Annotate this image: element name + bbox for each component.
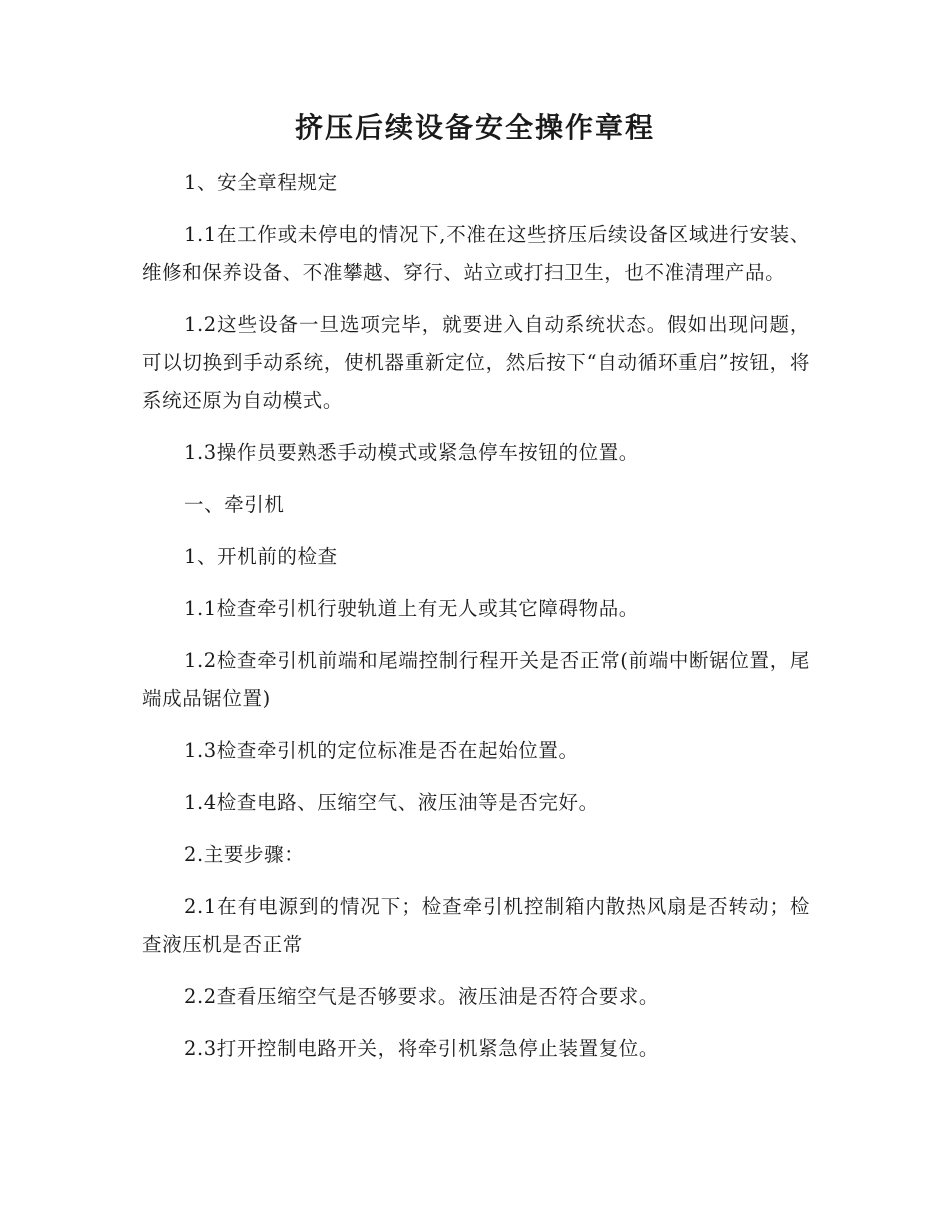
section-heading: 2.主要步骤：	[184, 843, 305, 866]
paragraph: 1.1在工作或未停电的情况下,不准在这些挤压后续设备区域进行安装、维修和保养设备、不准攀越、穿行、站立或打扫卫生，也不准清理产品。	[142, 223, 810, 284]
paragraph: 1.1检查牵引机行驶轨道上有无人或其它障碍物品。	[184, 597, 639, 620]
paragraph: 1.3检查牵引机的定位标准是否在起始位置。	[184, 739, 579, 762]
document-body	[142, 164, 810, 1082]
paragraph: 1.2检查牵引机前端和尾端控制行程开关是否正常(前端中断锯位置，尾端成品锯位置)	[142, 649, 810, 710]
paragraph: 2.3打开控制电路开关，将牵引机紧急停止装置复位。	[184, 1037, 660, 1060]
paragraph: 2.2查看压缩空气是否够要求。液压油是否符合要求。	[184, 985, 660, 1008]
paragraph: 2.1在有电源到的情况下；检查牵引机控制箱内散热风扇是否转动；检查液压机是否正常	[142, 895, 810, 956]
section-heading: 1、开机前的检查	[184, 545, 338, 568]
section-heading: 一、牵引机	[184, 493, 285, 516]
paragraph: 1.3操作员要熟悉手动模式或紧急停车按钮的位置。	[184, 441, 639, 464]
paragraph: 1.2这些设备一旦选项完毕，就要进入自动系统状态。假如出现问题，可以切换到手动系统，使机器重新定位，然后按下“自动循环重启”按钮，将系统还原为自动模式。	[142, 313, 810, 412]
document-title: 挤压后续设备安全操作章程	[294, 111, 655, 144]
section-heading: 1、安全章程规定	[184, 171, 338, 194]
paragraph: 1.4检查电路、压缩空气、液压油等是否完好。	[184, 791, 599, 814]
